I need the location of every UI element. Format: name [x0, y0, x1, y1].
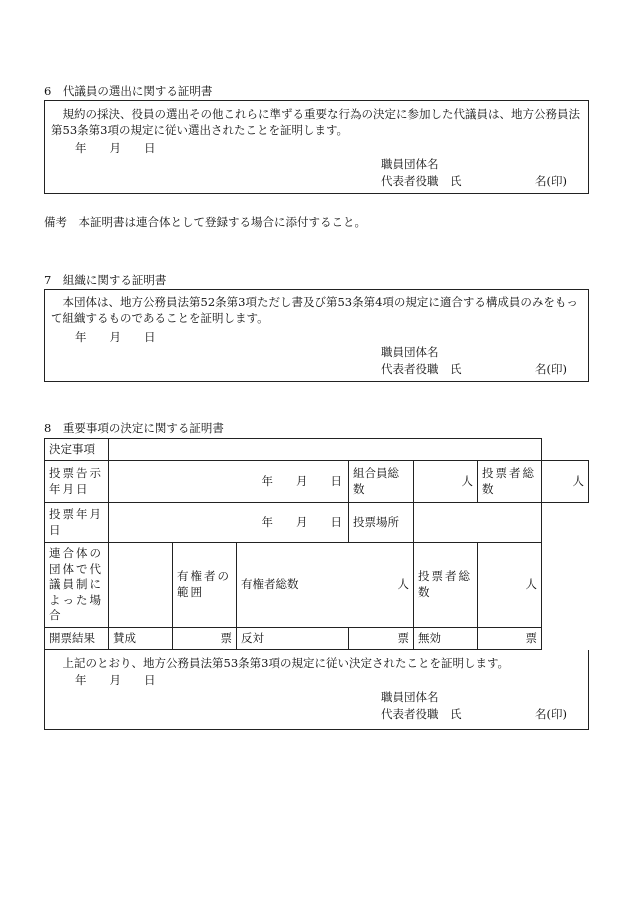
- vote-date-label: 投票年月日: [45, 503, 109, 543]
- vote-date-value: 年 月 日: [109, 503, 349, 543]
- federation-voter-total-label: 投票者総数: [414, 543, 478, 628]
- eligible-total-label: 有権者総数: [241, 577, 299, 592]
- federation-blank: [109, 543, 173, 628]
- decision-matter-value: [109, 439, 542, 461]
- section-6-date: 年 月 日: [75, 141, 156, 155]
- section-8-heading: 8 重要事項の決定に関する証明書: [44, 421, 224, 435]
- section-6-box: [44, 100, 589, 194]
- section-8-cert-body: 上記のとおり、地方公務員法第53条第3項の規定に従い決定されたことを証明します。: [62, 656, 510, 670]
- federation-voter-total-unit: 人: [478, 543, 542, 628]
- count-result-label: 開票結果: [45, 628, 109, 650]
- section-8-rep-label: 代表者役職 氏: [381, 707, 462, 721]
- section-7-body: 本団体は、地方公務員法第52条第3項ただし書及び第53条第4項の規定に適合する構成員のみをもって組織するものであることを証明します。: [51, 295, 578, 325]
- section-7-date: 年 月 日: [75, 330, 156, 344]
- section-7-box: [44, 289, 589, 382]
- section-7-heading: 7 組織に関する証明書: [44, 273, 167, 287]
- notice-date-label: 投票告示年月日: [45, 461, 109, 503]
- member-total-unit: 人: [414, 461, 478, 503]
- section-8-cert-date: 年 月 日: [75, 673, 156, 687]
- vote-place-label: 投票場所: [349, 503, 414, 543]
- note: 備考 本証明書は連合体として登録する場合に添付すること。: [44, 215, 366, 229]
- section-6-heading: 6 代議員の選出に関する証明書: [44, 84, 213, 98]
- section-6-body: 規約の採決、役員の選出その他これらに準ずる重要な行為の決定に参加した代議員は、地方公務員法第53条第3項の規定に従い選出されたことを証明します。: [51, 107, 580, 137]
- no-unit: 票: [349, 628, 414, 650]
- eligible-scope-label: 有権者の範囲: [173, 543, 237, 628]
- federation-label: 連合体の団体で代議員制によった場合: [45, 543, 109, 628]
- section-8-cert-box: [44, 650, 589, 730]
- yes-unit: 票: [173, 628, 237, 650]
- section-7-org-label: 職員団体名: [381, 345, 439, 359]
- member-total-label: 組合員総数: [349, 461, 414, 503]
- yes-label: 賛成: [109, 628, 173, 650]
- decision-table: [44, 438, 589, 650]
- section-8-org-label: 職員団体名: [381, 690, 439, 704]
- section-8-seal-label: 名(印): [535, 707, 567, 721]
- table-row: [45, 628, 589, 650]
- eligible-total-cell: [237, 543, 414, 628]
- table-row: [45, 439, 589, 461]
- invalid-unit: 票: [478, 628, 542, 650]
- section-6-org-label: 職員団体名: [381, 157, 439, 171]
- table-row: [45, 503, 589, 543]
- table-row: [45, 543, 589, 628]
- invalid-label: 無効: [414, 628, 478, 650]
- vote-place-value: [414, 503, 542, 543]
- table-row: [45, 461, 589, 503]
- decision-matter-label: 決定事項: [45, 439, 109, 461]
- no-label: 反対: [237, 628, 349, 650]
- notice-date-value: 年 月 日: [109, 461, 349, 503]
- section-7-seal-label: 名(印): [535, 362, 567, 376]
- section-6-seal-label: 名(印): [535, 174, 567, 188]
- eligible-total-unit: 人: [397, 577, 409, 592]
- section-7-rep-label: 代表者役職 氏: [381, 362, 462, 376]
- voter-total-label: 投票者総数: [478, 461, 542, 503]
- section-6-rep-label: 代表者役職 氏: [381, 174, 462, 188]
- voter-total-unit: 人: [542, 461, 589, 503]
